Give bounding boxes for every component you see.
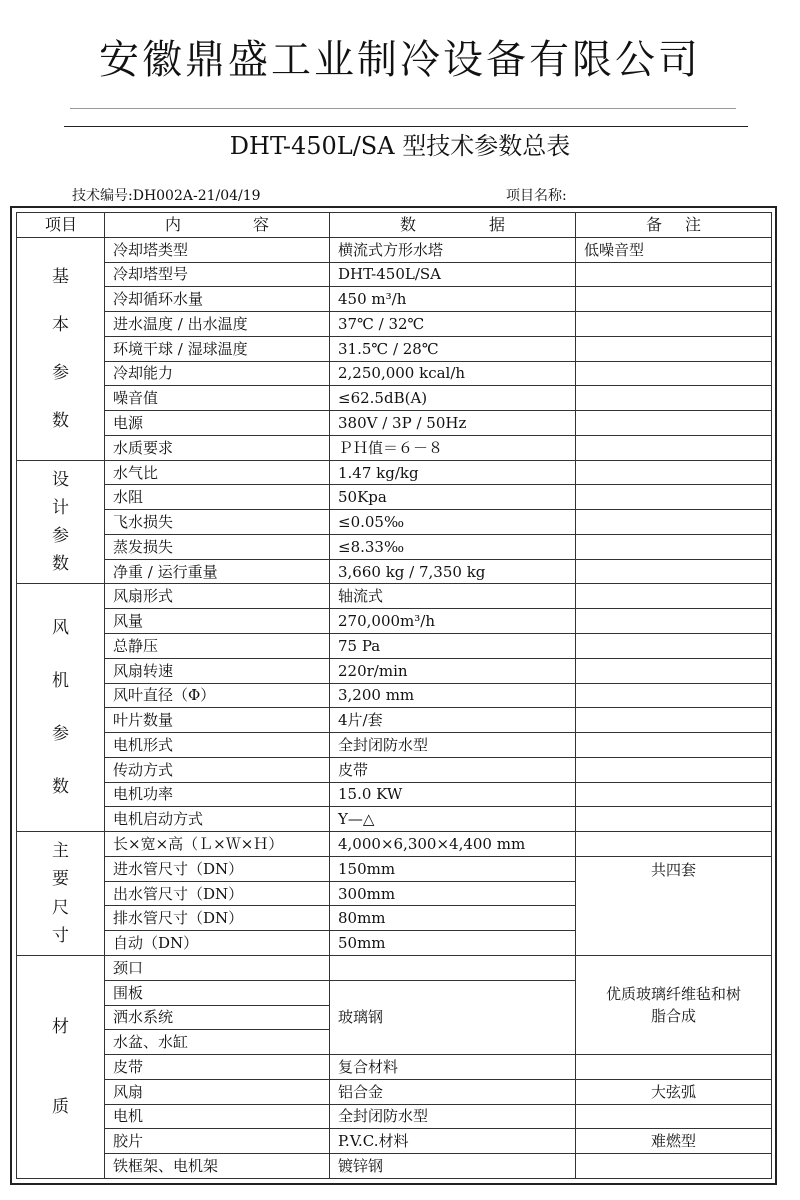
- category-fan: [17, 584, 105, 832]
- category-char: 参: [52, 362, 69, 383]
- company-name: 安徽鼎盛工业制冷设备有限公司: [99, 37, 701, 83]
- header-rule-thick: [64, 126, 748, 127]
- table-row: [17, 485, 772, 510]
- cell-remark: [576, 609, 772, 634]
- header-content: 内 容: [105, 213, 330, 238]
- table-row: [17, 262, 772, 287]
- cell-data: 80mm: [330, 906, 576, 931]
- cell-content: 风扇形式: [105, 584, 330, 609]
- cell-remark: [576, 287, 772, 312]
- cell-content: 电机形式: [105, 733, 330, 758]
- category-char: 材: [52, 1016, 69, 1037]
- cell-data: 全封闭防水型: [330, 1104, 576, 1129]
- table-row: [17, 386, 772, 411]
- technical-code: 技术编号:DH002A-21/04/19: [72, 188, 261, 204]
- cell-remark-empty: [576, 832, 772, 857]
- cell-content: 胶片: [105, 1129, 330, 1154]
- table-row: [17, 782, 772, 807]
- cell-content: 水质要求: [105, 435, 330, 460]
- cell-content: 围板: [105, 980, 330, 1005]
- category-material: [17, 955, 105, 1178]
- cell-remark: [576, 336, 772, 361]
- table-row: [17, 1154, 772, 1179]
- cell-content: 叶片数量: [105, 708, 330, 733]
- category-char: 基: [52, 266, 69, 287]
- category-char: 寸: [52, 925, 69, 946]
- table-row: [17, 708, 772, 733]
- cell-content: 净重 / 运行重量: [105, 559, 330, 584]
- table-row: [17, 435, 772, 460]
- cell-content: 长×宽×高（Ｌ×Ｗ×Ｈ）: [105, 832, 330, 857]
- cell-content: 风扇: [105, 1079, 330, 1104]
- cell-remark: [576, 262, 772, 287]
- category-char: 设: [52, 469, 69, 490]
- table-row: [17, 683, 772, 708]
- cell-data: 3,660 kg / 7,350 kg: [330, 559, 576, 584]
- category-dimensions: [17, 832, 105, 956]
- cell-remark: [576, 559, 772, 584]
- table-row: [17, 559, 772, 584]
- cell-data: 37℃ / 32℃: [330, 312, 576, 337]
- cell-remark: [576, 1154, 772, 1179]
- cell-remark: 难燃型: [576, 1129, 772, 1154]
- table-header-row: [17, 213, 772, 238]
- category-design: [17, 460, 105, 584]
- cell-content: 排水管尺寸（DN）: [105, 906, 330, 931]
- cell-data: ＰＨ值＝６－８: [330, 435, 576, 460]
- table-row: [17, 411, 772, 436]
- cell-content: 水阻: [105, 485, 330, 510]
- cell-content: 蒸发损失: [105, 534, 330, 559]
- cell-data: 4,000×6,300×4,400 mm: [330, 832, 576, 857]
- cell-content: 冷却循环水量: [105, 287, 330, 312]
- document-title: DHT-450L/SA 型技术参数总表: [229, 132, 571, 160]
- cell-remark: 低噪音型: [576, 237, 772, 262]
- cell-data-merged: 玻璃钢: [330, 980, 576, 1054]
- cell-data: Y—△: [330, 807, 576, 832]
- cell-data: ≤8.33‰: [330, 534, 576, 559]
- cell-remark: [576, 683, 772, 708]
- cell-data: 铝合金: [330, 1079, 576, 1104]
- table-row: [17, 832, 772, 857]
- cell-data: 50mm: [330, 931, 576, 956]
- cell-data: 15.0 KW: [330, 782, 576, 807]
- table-row: [17, 1104, 772, 1129]
- cell-data: ≤62.5dB(A): [330, 386, 576, 411]
- cell-data: DHT-450L/SA: [330, 262, 576, 287]
- cell-remark: [576, 584, 772, 609]
- table-row: [17, 609, 772, 634]
- cell-remark: [576, 312, 772, 337]
- cell-data: 270,000m³/h: [330, 609, 576, 634]
- header-data: 数 据: [330, 213, 576, 238]
- cell-content: 传动方式: [105, 757, 330, 782]
- cell-data: 4片/套: [330, 708, 576, 733]
- cell-data: P.V.C.材料: [330, 1129, 576, 1154]
- cell-remark: [576, 386, 772, 411]
- cell-remark: [576, 708, 772, 733]
- category-char: 尺: [52, 897, 69, 918]
- category-char: 参: [52, 526, 69, 547]
- cell-remark: [576, 658, 772, 683]
- cell-data: 横流式方形水塔: [330, 237, 576, 262]
- cell-remark: [576, 1104, 772, 1129]
- cell-data: 全封闭防水型: [330, 733, 576, 758]
- cell-remark: [576, 361, 772, 386]
- header-rule-thin: [70, 108, 736, 109]
- table-row: [17, 336, 772, 361]
- cell-data: 1.47 kg/kg: [330, 460, 576, 485]
- category-char: 要: [52, 869, 69, 890]
- table-row: [17, 237, 772, 262]
- cell-content: 颈口: [105, 955, 330, 980]
- cell-data: 31.5℃ / 28℃: [330, 336, 576, 361]
- cell-remark: [576, 435, 772, 460]
- cell-remark: [576, 534, 772, 559]
- cell-remark: 大弦弧: [576, 1079, 772, 1104]
- cell-content: 皮带: [105, 1055, 330, 1080]
- cell-content: 冷却塔型号: [105, 262, 330, 287]
- cell-content: 风量: [105, 609, 330, 634]
- cell-data: 450 m³/h: [330, 287, 576, 312]
- cell-data: 380V / 3P / 50Hz: [330, 411, 576, 436]
- category-char: 数: [52, 554, 69, 575]
- header-remark: 备 注: [576, 213, 772, 238]
- spec-table-body: [17, 213, 772, 1179]
- cell-remark: [576, 510, 772, 535]
- cell-remark: [576, 411, 772, 436]
- cell-data: 皮带: [330, 757, 576, 782]
- table-row: [17, 534, 772, 559]
- header-item: 项 目: [17, 213, 105, 238]
- cell-data: 220r/min: [330, 658, 576, 683]
- cell-data: 3,200 mm: [330, 683, 576, 708]
- cell-content: 电机功率: [105, 782, 330, 807]
- category-char: 本: [52, 314, 69, 335]
- cell-data: 镀锌钢: [330, 1154, 576, 1179]
- cell-data: ≤0.05‰: [330, 510, 576, 535]
- cell-remark-merged: 优质玻璃纤维毡和树脂合成: [576, 955, 772, 1054]
- cell-data: 50Kpa: [330, 485, 576, 510]
- cell-remark: [576, 782, 772, 807]
- cell-remark: [576, 807, 772, 832]
- category-char: 计: [52, 497, 69, 518]
- cell-content: 铁框架、电机架: [105, 1154, 330, 1179]
- table-row: [17, 584, 772, 609]
- table-row: [17, 658, 772, 683]
- cell-content: 冷却能力: [105, 361, 330, 386]
- cell-content: 风扇转速: [105, 658, 330, 683]
- category-char: 数: [52, 777, 69, 798]
- cell-remark: [576, 757, 772, 782]
- cell-remark: [576, 733, 772, 758]
- cell-content: 进水管尺寸（DN）: [105, 856, 330, 881]
- table-row: [17, 361, 772, 386]
- cell-data: 300mm: [330, 881, 576, 906]
- table-row: [17, 287, 772, 312]
- cell-content: 水盆、水缸: [105, 1030, 330, 1055]
- project-name-label: 项目名称:: [506, 188, 567, 204]
- table-row: [17, 460, 772, 485]
- category-char: 风: [52, 618, 69, 639]
- table-row: [17, 510, 772, 535]
- category-char: 机: [52, 671, 69, 692]
- cell-content: 水气比: [105, 460, 330, 485]
- category-char: 质: [52, 1096, 69, 1117]
- cell-remark: [576, 1055, 772, 1080]
- table-row: [17, 955, 772, 980]
- cell-content: 环境干球 / 湿球温度: [105, 336, 330, 361]
- table-row: [17, 1079, 772, 1104]
- cell-data: 轴流式: [330, 584, 576, 609]
- cell-content: 出水管尺寸（DN）: [105, 881, 330, 906]
- table-row: [17, 807, 772, 832]
- cell-remark: [576, 460, 772, 485]
- cell-remark: [576, 485, 772, 510]
- cell-content: 电机启动方式: [105, 807, 330, 832]
- cell-content: 冷却塔类型: [105, 237, 330, 262]
- cell-content: 总静压: [105, 634, 330, 659]
- cell-data: 复合材料: [330, 1055, 576, 1080]
- table-row: [17, 312, 772, 337]
- cell-content: 噪音值: [105, 386, 330, 411]
- category-basic: [17, 237, 105, 460]
- cell-data: 75 Pa: [330, 634, 576, 659]
- category-char: 数: [52, 410, 69, 431]
- cell-content: 飞水损失: [105, 510, 330, 535]
- cell-content: 电机: [105, 1104, 330, 1129]
- spec-table: [16, 212, 772, 1179]
- table-row: [17, 856, 772, 881]
- table-row: [17, 733, 772, 758]
- category-char: 参: [52, 724, 69, 745]
- cell-content: 洒水系统: [105, 1005, 330, 1030]
- cell-data-empty: [330, 955, 576, 980]
- cell-remark-merged: 共四套: [576, 856, 772, 955]
- cell-content: 进水温度 / 出水温度: [105, 312, 330, 337]
- cell-content: 自动（DN）: [105, 931, 330, 956]
- cell-data: 2,250,000 kcal/h: [330, 361, 576, 386]
- table-row: [17, 634, 772, 659]
- cell-content: 风叶直径（Φ）: [105, 683, 330, 708]
- table-row: [17, 1129, 772, 1154]
- cell-remark: [576, 634, 772, 659]
- category-char: 主: [52, 841, 69, 862]
- cell-data: 150mm: [330, 856, 576, 881]
- table-row: [17, 1055, 772, 1080]
- table-row: [17, 757, 772, 782]
- cell-content: 电源: [105, 411, 330, 436]
